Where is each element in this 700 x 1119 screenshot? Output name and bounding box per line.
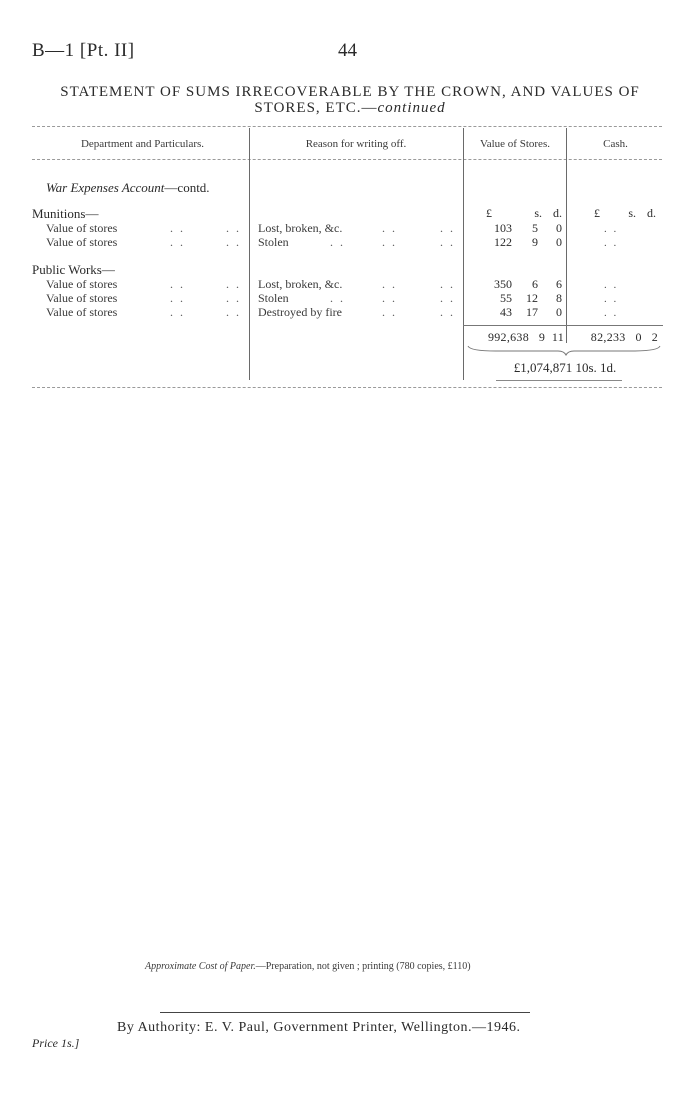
grand-total: £1,074,871 10s. 1d.: [513, 360, 617, 375]
column-separator-3: [566, 128, 567, 343]
leader-dots: . .: [170, 235, 185, 249]
leader-dots: . .: [170, 277, 185, 291]
statement-title: [30, 84, 670, 116]
row-reason: Destroyed by fire: [258, 305, 342, 319]
leader-dots: . .: [440, 221, 455, 235]
leader-dots: . .: [382, 277, 397, 291]
row-pence: 6: [556, 277, 562, 291]
row-pounds: 350: [494, 277, 512, 291]
price: Price 1s.]: [32, 1036, 80, 1050]
row-pence: 0: [556, 305, 562, 319]
group-heading-munitions: Munitions—: [32, 206, 99, 221]
table-top-rule: [32, 126, 662, 127]
row-reason: Stolen: [258, 235, 289, 249]
leader-dots: . .: [382, 235, 397, 249]
column-header-cash: Cash.: [603, 138, 628, 150]
leader-dots: . .: [170, 221, 185, 235]
leader-dots: . .: [382, 305, 397, 319]
row-shillings: 5: [532, 221, 538, 235]
column-header-stores: Value of Stores.: [480, 138, 550, 150]
title-line-2: [30, 100, 670, 116]
cost-of-paper-text: —Preparation, not given ; printing (780 copies, £110): [255, 961, 471, 972]
row-shillings: 6: [532, 277, 538, 291]
row-pounds: 122: [494, 235, 512, 249]
title-line-2-prefix: STORES, ETC.—: [254, 100, 378, 116]
row-particular: Value of stores: [46, 235, 118, 249]
leader-dots: . .: [170, 291, 185, 305]
row-pence: 8: [556, 291, 562, 305]
row-cash: . .: [604, 293, 619, 305]
stores-total: 992,638 9 11: [487, 330, 564, 344]
row-particular: Value of stores: [46, 305, 118, 319]
cash-shilling-header: s.: [628, 206, 636, 220]
row-particular: Value of stores: [46, 291, 118, 305]
column-header-reason: Reason for writing off.: [305, 138, 407, 150]
column-header-department: Department and Particulars.: [80, 138, 205, 150]
leader-dots: . .: [226, 277, 241, 291]
row-shillings: 17: [526, 305, 538, 319]
row-cash: . .: [604, 307, 619, 319]
leader-dots: . .: [226, 235, 241, 249]
subtotal-rule: [463, 325, 663, 326]
row-shillings: 12: [526, 291, 538, 305]
leader-dots: . .: [382, 221, 397, 235]
row-cash: . .: [604, 223, 619, 235]
authority-rule: [160, 1012, 530, 1013]
leader-dots: . .: [226, 291, 241, 305]
cash-pound-header: £: [594, 206, 600, 220]
title-line-2-continued: continued: [377, 100, 446, 116]
leader-dots: . .: [226, 221, 241, 235]
table-bottom-rule: [32, 387, 662, 388]
cash-pence-header: d.: [647, 206, 656, 220]
row-particular: Value of stores: [46, 221, 118, 235]
row-reason: Lost, broken, &c.: [258, 277, 343, 291]
cash-total: 82,233 0 2: [590, 330, 658, 344]
row-reason: Lost, broken, &c.: [258, 221, 343, 235]
stores-pound-header: £: [486, 206, 492, 220]
leader-dots: . .: [170, 305, 185, 319]
leader-dots: . .: [226, 305, 241, 319]
account-heading-suffix: —contd.: [164, 180, 210, 195]
stores-pence-header: d.: [553, 206, 562, 220]
stores-shilling-header: s.: [534, 206, 542, 220]
row-shillings: 9: [532, 235, 538, 249]
document-reference: B—1 [Pt. II]: [32, 40, 135, 61]
leader-dots: . .: [440, 277, 455, 291]
grand-total-underline: [496, 380, 622, 381]
table-header-rule: [32, 159, 662, 160]
leader-dots: . .: [330, 235, 345, 249]
printer-authority: By Authority: E. V. Paul, Government Printer, Wellington.—1946.: [117, 1020, 521, 1035]
leader-dots: . .: [440, 305, 455, 319]
group-heading-public-works: Public Works—: [32, 262, 115, 277]
leader-dots: . .: [382, 291, 397, 305]
row-particular: Value of stores: [46, 277, 118, 291]
cost-of-paper-note: [145, 961, 471, 972]
row-cash: . .: [604, 279, 619, 291]
row-cash: . .: [604, 237, 619, 249]
leader-dots: . .: [440, 291, 455, 305]
cost-of-paper-label: Approximate Cost of Paper.: [145, 961, 256, 972]
account-heading: [46, 180, 210, 196]
account-heading-title: War Expenses Account: [46, 180, 165, 195]
total-brace: [466, 344, 662, 356]
row-pence: 0: [556, 221, 562, 235]
page-number: 44: [338, 40, 357, 61]
leader-dots: . .: [330, 291, 345, 305]
row-pounds: 43: [500, 305, 512, 319]
row-pounds: 103: [494, 221, 512, 235]
row-pounds: 55: [500, 291, 512, 305]
column-separator-1: [249, 128, 250, 380]
title-line-1: STATEMENT OF SUMS IRRECOVERABLE BY THE CROWN, AND VALUES OF: [60, 84, 640, 100]
leader-dots: . .: [440, 235, 455, 249]
row-pence: 0: [556, 235, 562, 249]
row-reason: Stolen: [258, 291, 289, 305]
